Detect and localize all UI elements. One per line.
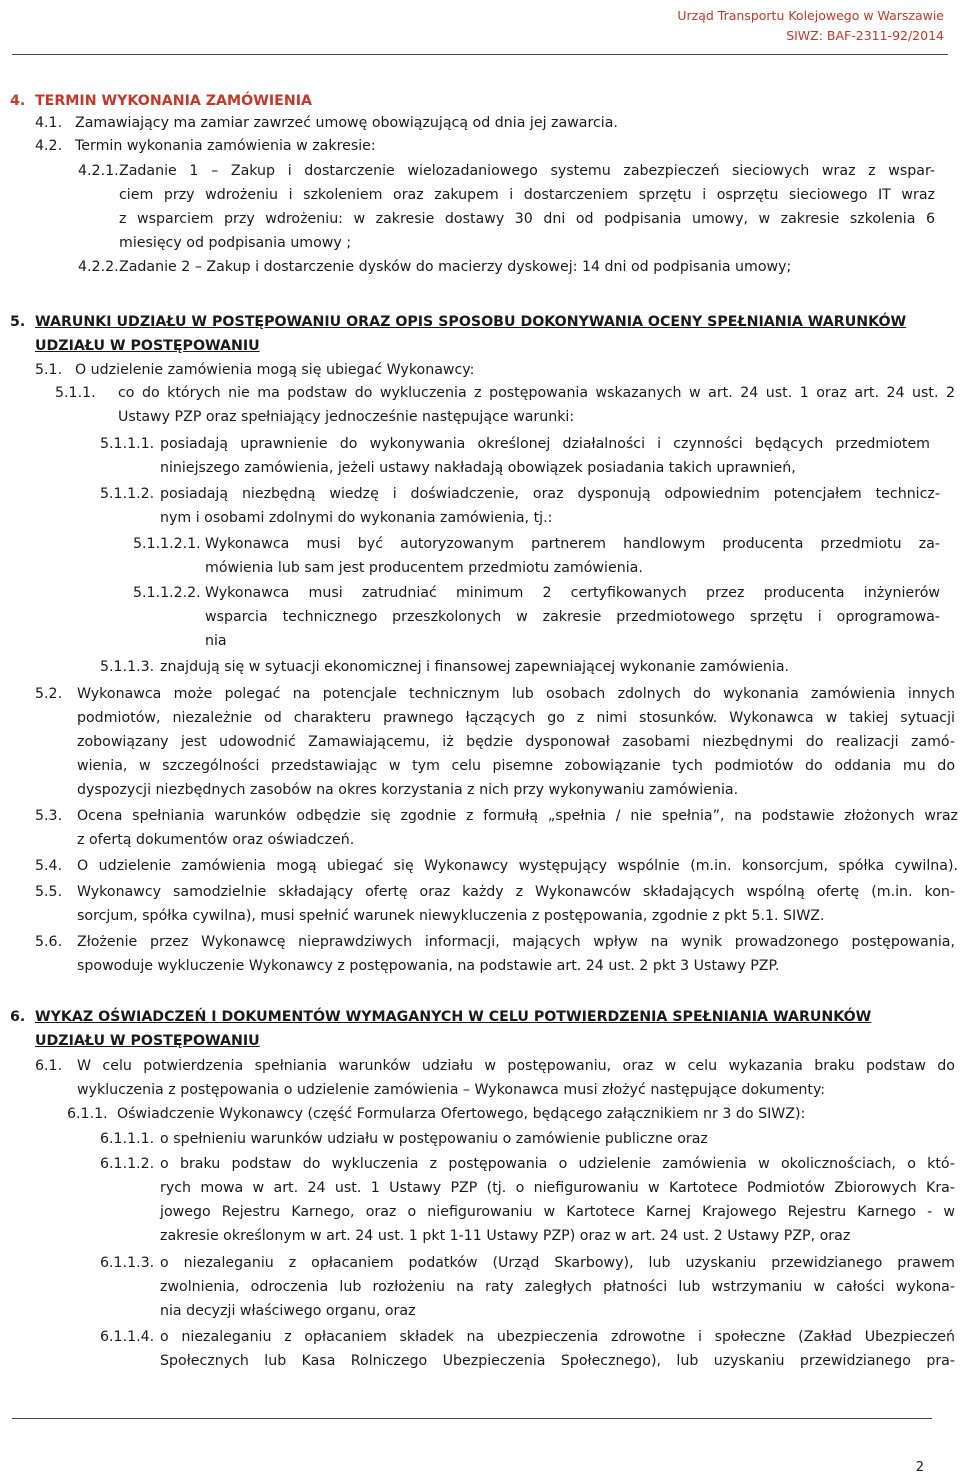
section-number: 5.2. [35, 686, 63, 702]
text-line [0, 184, 960, 206]
line-text: o niezaleganiu z opłacaniem składek na ubezpieczenia zdrowotne i społeczne (Zakład Ubezpieczeń [160, 1329, 955, 1345]
text-line [0, 1276, 960, 1298]
text-line [0, 905, 960, 927]
line-text: zwolnienia, odroczenia lub rozłożeniu na raty zaległych płatności lub wstrzymaniu w całości wykona- [160, 1279, 955, 1295]
line-text: rych mowa w art. 24 ust. 1 Ustawy PZP (tj. o niefigurowaniu w Kartotece Podmiotów Zbiorowych Kra- [160, 1180, 955, 1196]
line-text: WYKAZ OŚWIADCZEŃ I DOKUMENTÓW WYMAGANYCH W CELU POTWIERDZENIA SPEŁNIANIA WARUNKÓW [35, 1009, 872, 1025]
page-number: 2 [915, 1460, 924, 1475]
line-text: o niezaleganiu z opłacaniem podatków (Urząd Skarbowy), lub uzyskaniu przewidzianego prawem [160, 1255, 955, 1271]
line-text: podmiotów, niezależnie od charakteru prawnego łączących go z nimi stosunków. Wykonawca w takiej sytuacji [77, 710, 955, 726]
text-line [0, 208, 960, 230]
text-line [0, 1326, 960, 1348]
line-text: Zadanie 1 – Zakup i dostarczenie wielozadaniowego systemu zabezpieczeń sieciowych wraz z wspar- [119, 163, 935, 179]
text-line [0, 1252, 960, 1274]
text-line [0, 382, 960, 404]
section-number: 5.1.1.1. [100, 436, 155, 452]
line-text: Zadanie 2 – Zakup i dostarczenie dysków do macierzy dyskowej: 14 dni od podpisania umowy; [119, 259, 792, 275]
line-text: spowoduje wykluczenie Wykonawcy z postępowania, na podstawie art. 24 ust. 2 pkt 3 Ustawy PZP. [77, 958, 780, 974]
text-line [0, 311, 960, 333]
line-text: nym i osobami zdolnymi do wykonania zamówienia, tj.: [160, 510, 553, 526]
footer-divider [12, 1418, 932, 1419]
text-line [0, 683, 960, 705]
section-number: 5.1.1.3. [100, 659, 155, 675]
header-divider [12, 54, 948, 55]
text-line [0, 805, 960, 827]
text-line [0, 779, 960, 801]
line-text: Społecznych lub Kasa Rolniczego Ubezpieczenia Społecznego), lub uzyskaniu przewidzianego pra- [160, 1353, 955, 1369]
document-header [677, 6, 944, 46]
text-line [0, 1350, 960, 1372]
text-line [0, 90, 960, 112]
text-line [0, 433, 960, 455]
section-number: 5.1.1.2. [100, 486, 155, 502]
line-text: wsparcia technicznego przeszkolonych w zakresie przedmiotowego sprzętu i oprogramowa- [205, 609, 940, 625]
text-line [0, 533, 960, 555]
section-number: 4.1. [35, 115, 63, 131]
line-text: W celu potwierdzenia spełniania warunków udziału w postępowaniu, oraz w celu wykazania braku podstaw do [77, 1058, 955, 1074]
text-line [0, 656, 960, 678]
section-number: 5.1.1.2.1. [133, 536, 201, 552]
section-number: 5.6. [35, 934, 63, 950]
text-line [0, 881, 960, 903]
text-line [0, 931, 960, 953]
text-line [0, 1201, 960, 1223]
text-line [0, 1128, 960, 1150]
line-text: mówienia lub sam jest producentem przedmiotu zamówienia. [205, 560, 643, 576]
text-line [0, 1300, 960, 1322]
section-number: 6.1. [35, 1058, 63, 1074]
line-text: jowego Rejestru Karnego, oraz o niefigurowaniu w Kartotece Karnej Krajowego Rejestru Karnego - w [160, 1204, 955, 1220]
line-text: Ocena spełniania warunków odbędzie się zgodnie z formułą „spełnia / nie spełnia”, na podstawie złożonych wraz [77, 808, 958, 824]
header-organization: Urząd Transportu Kolejowego w Warszawie [677, 8, 944, 23]
section-number: 4.2. [35, 138, 63, 154]
line-text: TERMIN WYKONANIA ZAMÓWIENIA [35, 93, 312, 109]
section-number: 6.1.1.1. [100, 1131, 155, 1147]
section-number: 6.1.1.2. [100, 1156, 155, 1172]
line-text: wienia, w szczególności przedstawiając w tym celu pisemne zobowiązanie tych podmiotów do oddania mu do [77, 758, 955, 774]
text-line [0, 335, 960, 357]
text-line [0, 707, 960, 729]
line-text: Wykonawcy samodzielnie składający ofertę oraz każdy z Wykonawców składających wspólną ofertę (m.in. kon- [77, 884, 955, 900]
line-text: co do których nie ma podstaw do wykluczenia z postępowania wskazanych w art. 24 ust. 1 oraz art. 24 ust. 2 [118, 385, 955, 401]
section-number: 6.1.1.3. [100, 1255, 155, 1271]
line-text: WARUNKI UDZIAŁU W POSTĘPOWANIU ORAZ OPIS SPOSOBU DOKONYWANIA OCENY SPEŁNIANIA WARUNKÓW [35, 314, 907, 330]
text-line [0, 112, 960, 134]
line-text: Wykonawca musi zatrudniać minimum 2 certyfikowanych przez producenta inżynierów [205, 585, 940, 601]
text-line [0, 755, 960, 777]
line-text: niniejszego zamówienia, jeżeli ustawy nakładają obowiązek posiadania takich uprawnień, [160, 460, 796, 476]
text-line [0, 1225, 960, 1247]
line-text: sorcjum, spółka cywilna), musi spełnić warunek niewykluczenia z postępowania, zgodnie z pkt 5.1. SIWZ. [77, 908, 825, 924]
text-line [0, 1153, 960, 1175]
section-number: 6.1.1. [67, 1106, 108, 1122]
line-text: o braku podstaw do wykluczenia z postępowania o udzielenie zamówienia w okolicznościach, o któ- [160, 1156, 955, 1172]
section-number: 6.1.1.4. [100, 1329, 155, 1345]
line-text: Złożenie przez Wykonawcę nieprawdziwych informacji, mających wpływ na wynik prowadzonego postępowania, [77, 934, 955, 950]
text-line [0, 582, 960, 604]
line-text: Wykonawca musi być autoryzowanym partnerem handlowym producenta przedmiotu za- [205, 536, 940, 552]
line-text: Zamawiający ma zamiar zawrzeć umowę obowiązującą od dnia jej zawarcia. [75, 115, 618, 131]
text-line [0, 955, 960, 977]
text-line [0, 406, 960, 428]
text-line [0, 1103, 960, 1125]
section-number: 4.2.1. [78, 163, 119, 179]
line-text: nia [205, 633, 227, 649]
text-line [0, 1006, 960, 1028]
section-number: 5.1.1. [55, 385, 96, 401]
text-line [0, 557, 960, 579]
line-text: wykluczenia z postępowania o udzielenie zamówienia – Wykonawca musi złożyć następujące dokumenty: [77, 1082, 826, 1098]
line-text: posiadają uprawnienie do wykonywania określonej działalności i czynności będących przedmiotem [160, 436, 930, 452]
section-number: 4.2.2. [78, 259, 119, 275]
section-number: 5. [10, 314, 26, 330]
text-line [0, 256, 960, 278]
line-text: Oświadczenie Wykonawcy (część Formularza Ofertowego, będącego załącznikiem nr 3 do SIWZ): [117, 1106, 806, 1122]
line-text: zobowiązany jest udowodnić Zamawiającemu, iż będzie dysponował zasobami niezbędnymi do realizacji zamó- [77, 734, 955, 750]
section-number: 4. [10, 93, 26, 109]
section-number: 5.5. [35, 884, 63, 900]
header-siwz-number: SIWZ: BAF-2311-92/2014 [786, 28, 944, 43]
text-line [0, 160, 960, 182]
text-line [0, 1079, 960, 1101]
line-text: UDZIAŁU W POSTĘPOWANIU [35, 1033, 260, 1049]
line-text: Termin wykonania zamówienia w zakresie: [75, 138, 376, 154]
line-text: znajdują się w sytuacji ekonomicznej i finansowej zapewniającej wykonanie zamówienia. [160, 659, 790, 675]
text-line [0, 855, 960, 877]
line-text: miesięcy od podpisania umowy ; [119, 235, 352, 251]
section-number: 5.1. [35, 362, 63, 378]
text-line [0, 483, 960, 505]
line-text: ciem przy wdrożeniu i szkoleniem oraz zakupem i dostarczeniem sprzętu i osprzętu sieciowego IT wraz [119, 187, 935, 203]
text-line [0, 359, 960, 381]
line-text: posiadają niezbędną wiedzę i doświadczenie, oraz dysponują odpowiednim potencjałem technicz- [160, 486, 940, 502]
line-text: Wykonawca może polegać na potencjale technicznym lub osobach zdolnych do wykonania zamówienia innych [77, 686, 955, 702]
line-text: z wsparciem przy wdrożeniu: w zakresie dostawy 30 dni od podpisania umowy, w zakresie szkolenia 6 [119, 211, 935, 227]
line-text: z ofertą dokumentów oraz oświadczeń. [77, 832, 355, 848]
text-line [0, 829, 960, 851]
text-line [0, 232, 960, 254]
text-line [0, 1055, 960, 1077]
text-line [0, 1030, 960, 1052]
text-line [0, 457, 960, 479]
text-line [0, 1177, 960, 1199]
line-text: O udzielenie zamówienia mogą ubiegać się Wykonawcy występujący wspólnie (m.in. konsorcjum, spółka cywilna). [77, 858, 958, 874]
line-text: nia decyzji właściwego organu, oraz [160, 1303, 416, 1319]
line-text: UDZIAŁU W POSTĘPOWANIU [35, 338, 260, 354]
text-line [0, 606, 960, 628]
section-number: 6. [10, 1009, 26, 1025]
line-text: O udzielenie zamówienia mogą się ubiegać Wykonawcy: [75, 362, 475, 378]
text-line [0, 507, 960, 529]
line-text: Ustawy PZP oraz spełniający jednocześnie następujące warunki: [118, 409, 575, 425]
section-number: 5.1.1.2.2. [133, 585, 201, 601]
text-line [0, 135, 960, 157]
line-text: o spełnieniu warunków udziału w postępowaniu o zamówienie publiczne oraz [160, 1131, 708, 1147]
text-line [0, 731, 960, 753]
section-number: 5.3. [35, 808, 63, 824]
line-text: dyspozycji niezbędnych zasobów na okres korzystania z nich przy wykonywaniu zamówienia. [77, 782, 739, 798]
section-number: 5.4. [35, 858, 63, 874]
text-line [0, 630, 960, 652]
line-text: zakresie określonym w art. 24 ust. 1 pkt 1-11 Ustawy PZP) oraz w art. 24 ust. 2 Ustawy PZP, oraz [160, 1228, 851, 1244]
